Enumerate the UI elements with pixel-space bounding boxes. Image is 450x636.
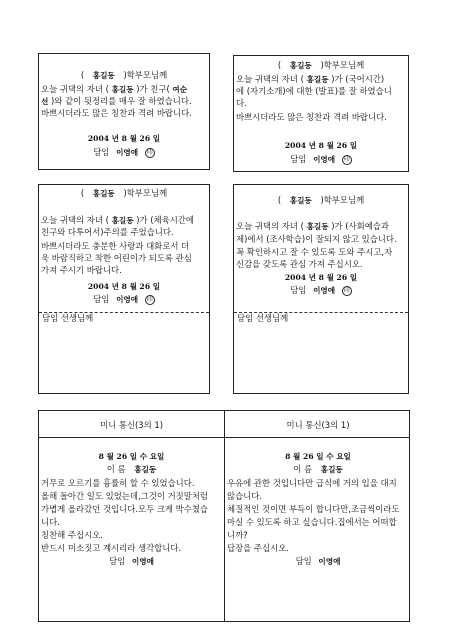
student-name: 홍길동 <box>289 196 312 205</box>
body-line: 마실 수 있도록 하고 싶습니다.집에서는 어떠합 <box>227 517 397 527</box>
reply-label: 담임 선생님께 <box>42 313 94 323</box>
body-line: 가져 주시기 바랍니다. <box>41 265 122 275</box>
body-line: 가볍게 올라갔던 것입니다.모두 크게 박수쳤습 <box>41 504 209 514</box>
reply-label: 담임 선생님께 <box>237 313 289 323</box>
body-line: 신감을 갖도록 관심 가져 주십시오. <box>236 259 363 269</box>
body-line: 니까? <box>227 530 248 540</box>
card-header: ( 홍길동 )학부모님께 <box>277 195 365 205</box>
mini-title: 미니 통신(3의 1) <box>100 420 163 430</box>
mini-date: 8 월 26 일 수 요일 <box>98 452 165 461</box>
note-card-praise-cleanup <box>38 53 210 170</box>
body-line: 꼭 확인하시고 잘 수 있도록 도와 주시고,자 <box>236 247 393 257</box>
header-divider <box>39 437 409 438</box>
body-line: 올해 돌아간 일도 있었는데,그것이 거짓말처럼 <box>41 491 209 501</box>
teacher-signature: 담임 이영애 <box>295 556 341 566</box>
note-card-homework <box>233 184 409 394</box>
body-line: 친구와 다투어서)주의를 주었습니다. <box>41 227 174 237</box>
student-name: 홍길동 <box>92 71 115 80</box>
body-line: 오늘 귀댁의 자녀 ( 홍길동 )가 친구( 여순 <box>41 84 188 94</box>
card-header: ( 홍길동 )학부모님께 <box>277 60 365 70</box>
student-name: 홍길동 <box>289 61 312 70</box>
seal-icon: 印 <box>146 295 153 303</box>
mini-newsletter-table <box>38 410 410 622</box>
card-header: ( 홍길동 )학부모님께 <box>80 70 168 80</box>
body-line: 않습니다. <box>227 491 263 501</box>
seal-icon: 印 <box>343 286 350 294</box>
card-header: ( 홍길동 )학부모님께 <box>80 188 168 198</box>
mini-title: 미니 통신(3의 1) <box>286 420 350 430</box>
note-card-caution <box>38 184 210 394</box>
body-line: 욱 바람직하고 착한 어린이가 되도록 관심 <box>41 253 192 263</box>
body-line: 거무로 오르기를 흉률히 할 수 있었습니다. <box>41 478 195 488</box>
body-line: 에 (자기소개)에 대한 (발표)를 잘 하였습니 <box>236 86 392 96</box>
body-line: 체질적인 것이면 부득이 합니다만,조금씩이라도 <box>227 504 400 514</box>
body-line: 칭찬해 주십시오. <box>41 530 103 540</box>
student-name: 홍길동 <box>92 189 115 198</box>
note-date: 2004 년 8 월 26 일 <box>284 273 358 282</box>
mini-date: 8 월 26 일 수 요일 <box>285 452 351 461</box>
note-card-presentation <box>233 55 409 172</box>
teacher-signature: 담임 이영애 印 <box>290 154 350 164</box>
teacher-signature: 담임 이영애 印 <box>290 285 350 295</box>
body-line: 니다. <box>41 517 60 527</box>
body-line: 우유에 관한 것입니다만 급식에 거의 입을 대지 <box>227 478 397 488</box>
mini-student: 이 름 홍길동 <box>293 464 343 474</box>
body-line: 오늘 귀댁의 자녀 ( 홍길동 )가 (국어시간) <box>236 74 385 84</box>
body-line: 바쁘시더라도 많은 칭찬과 격려 바랍니다. <box>236 112 387 122</box>
note-date: 2004 년 8 월 26 일 <box>284 141 358 150</box>
teacher-signature: 담임 이영애 印 <box>93 147 153 157</box>
body-line: 바쁘시더라도 충분한 사랑과 대화로서 더 <box>41 241 190 251</box>
body-line: 오늘 귀댁의 자녀 ( 홍길동 )가 (체육시간에 <box>41 215 194 225</box>
body-line: 바쁘시더라도 많은 칭찬과 격려 바랍니다. <box>41 108 192 118</box>
body-line: 다. <box>236 98 247 108</box>
teacher-signature: 담임 이영애 <box>109 556 154 566</box>
note-date: 2004 년 8 월 26 일 <box>87 134 161 143</box>
teacher-signature: 담임 이영애 印 <box>93 294 153 304</box>
mini-student: 이 름 홍길동 <box>106 464 157 474</box>
column-divider <box>224 411 225 621</box>
body-line: 선 )와 같이 뒷정리를 매우 잘 하였습니다. <box>41 96 192 106</box>
body-line: 답장을 주십시오. <box>227 543 289 553</box>
seal-icon: 印 <box>343 155 350 163</box>
note-date: 2004 년 8 월 26 일 <box>87 282 161 291</box>
seal-icon: 印 <box>146 148 153 156</box>
body-line: 반드시 미소짓고 계시리라 생각합니다. <box>41 543 182 553</box>
body-line: 오늘 귀댁의 자녀 ( 홍길동 )가 (사회예습과 <box>236 221 389 231</box>
body-line: 제)에서 (조사학습)이 잘되지 않고 있습니다. <box>236 234 397 244</box>
